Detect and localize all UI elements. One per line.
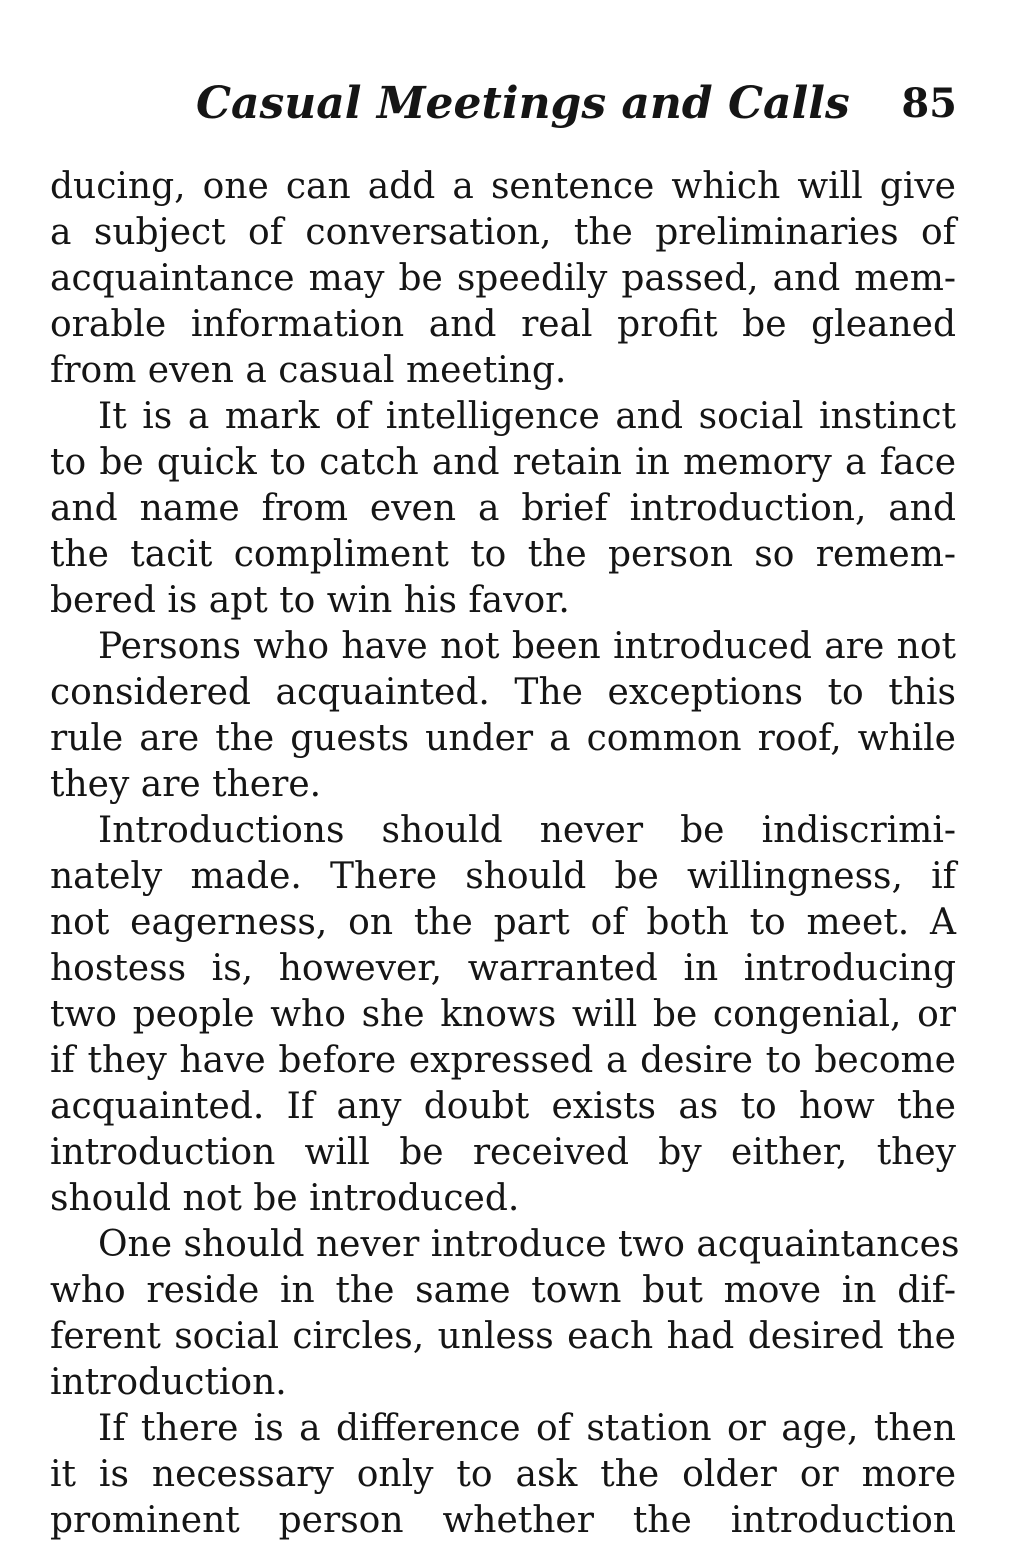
text-line: not eagerness, on the part of both to meet. A — [50, 902, 956, 943]
page-number: 85 — [901, 80, 957, 127]
text-line: acquaintance may be speedily passed, and mem- — [50, 258, 956, 299]
text-line: introduction will be received by either, they — [50, 1132, 956, 1173]
text-line: who reside in the same town but move in dif- — [50, 1270, 956, 1311]
text-line: introduction. — [50, 1362, 287, 1403]
text-line: and name from even a brief introduction, and — [50, 488, 956, 529]
paragraph-start-line: Persons who have not been introduced are not — [98, 626, 956, 667]
text-line: a subject of conversation, the preliminaries of — [50, 212, 956, 253]
body-text — [50, 164, 960, 1544]
text-line: bered is apt to win his favor. — [50, 580, 570, 621]
text-line: orable information and real profit be gleaned — [50, 304, 956, 345]
paragraph-start-line: One should never introduce two acquaintances — [98, 1224, 960, 1265]
text-line: to be quick to catch and retain in memory a face — [50, 442, 956, 483]
text-line: prominent person whether the introduction — [50, 1500, 956, 1541]
text-line: nately made. There should be willingness, if — [50, 856, 956, 897]
text-line: it is necessary only to ask the older or more — [50, 1454, 956, 1495]
paragraph-start-line: It is a mark of intelligence and social instinct — [98, 396, 956, 437]
running-head — [0, 78, 1009, 138]
paragraph-start-line: Introductions should never be indiscrimi- — [98, 810, 956, 851]
text-line: considered acquainted. The exceptions to this — [50, 672, 956, 713]
running-title: Casual Meetings and Calls — [196, 78, 850, 129]
text-line: ferent social circles, unless each had desired the — [50, 1316, 956, 1357]
text-line: acquainted. If any doubt exists as to how the — [50, 1086, 956, 1127]
text-line: should not be introduced. — [50, 1178, 520, 1219]
text-line: two people who she knows will be congenial, or — [50, 994, 956, 1035]
paragraph-start-line: If there is a difference of station or age, then — [98, 1408, 956, 1449]
text-line: the tacit compliment to the person so remem- — [50, 534, 956, 575]
text-line: from even a casual meeting. — [50, 350, 567, 391]
text-line: hostess is, however, warranted in introducing — [50, 948, 956, 989]
text-line: if they have before expressed a desire to become — [50, 1040, 956, 1081]
text-line: ducing, one can add a sentence which will give — [50, 166, 956, 207]
text-line: rule are the guests under a common roof, while — [50, 718, 956, 759]
text-line: they are there. — [50, 764, 322, 805]
